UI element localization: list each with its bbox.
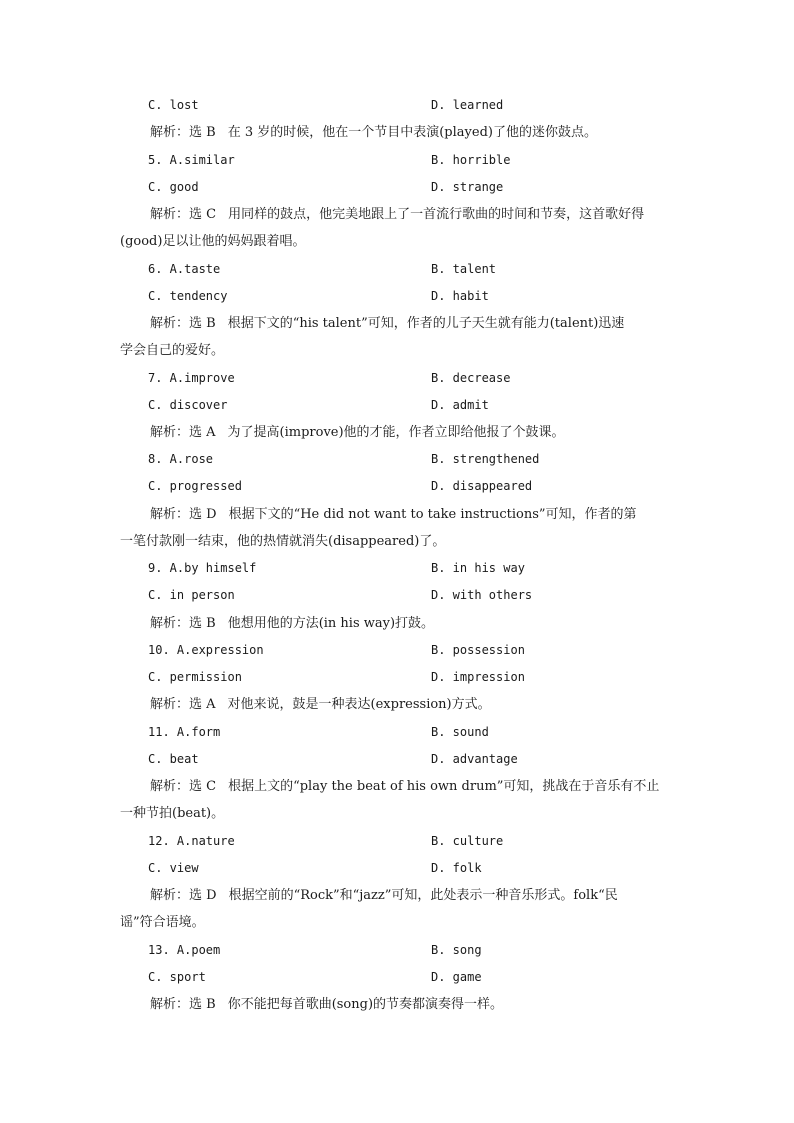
option-a: 10. A.expression bbox=[148, 643, 264, 657]
explanation-label: 解析：选 D bbox=[150, 888, 217, 903]
explanation-text: 用同样的鼓点，他完美地跟上了一首流行歌曲的时间和节奏，这首歌好得 bbox=[228, 207, 645, 222]
option-a: 5. A.similar bbox=[148, 153, 235, 167]
option-b: B. in his way bbox=[431, 561, 525, 575]
explanation bbox=[148, 419, 565, 446]
explanation bbox=[148, 773, 659, 800]
explanation bbox=[148, 991, 503, 1018]
explanation bbox=[148, 501, 637, 528]
explanation-label: 解析：选 C bbox=[150, 779, 217, 794]
explanation bbox=[148, 310, 624, 337]
explanation-text: 根据上文的“play the beat of his own drum”可知，挑战在于音乐有不止 bbox=[228, 779, 660, 794]
explanation bbox=[148, 201, 644, 228]
option-a: 12. A.nature bbox=[148, 834, 235, 848]
explanation-text: 根据下文的“He did not want to take instructions”可知，作者的第 bbox=[228, 507, 637, 522]
option-d: D. folk bbox=[431, 861, 482, 875]
option-d: D. advantage bbox=[431, 752, 518, 766]
explanation bbox=[148, 882, 618, 909]
option-d: D. strange bbox=[431, 180, 504, 194]
explanation-continued: 一笔付款刚一结束，他的热情就消失(disappeared)了。 bbox=[120, 534, 446, 549]
explanation-continued: 谣”符合语境。 bbox=[120, 915, 205, 930]
explanation-label: 解析：选 B bbox=[150, 997, 216, 1012]
option-c: C. lost bbox=[148, 98, 199, 112]
explanation-label: 解析：选 B bbox=[150, 316, 216, 331]
option-c: C. in person bbox=[148, 588, 235, 602]
explanation-text: 在 3 岁的时候，他在一个节目中表演(played)了他的迷你鼓点。 bbox=[227, 125, 597, 140]
option-b: B. song bbox=[431, 943, 482, 957]
option-b: B. sound bbox=[431, 725, 489, 739]
option-d: D. with others bbox=[431, 588, 533, 602]
option-c: C. view bbox=[148, 861, 199, 875]
explanation-label: 解析：选 C bbox=[150, 207, 217, 222]
option-a: 7. A.improve bbox=[148, 371, 235, 385]
option-a: 6. A.taste bbox=[148, 262, 221, 276]
explanation-text: 你不能把每首歌曲(song)的节奏都演奏得一样。 bbox=[227, 997, 504, 1012]
option-d: D. impression bbox=[431, 670, 525, 684]
explanation bbox=[148, 610, 434, 637]
option-d: D. habit bbox=[431, 289, 489, 303]
option-b: B. talent bbox=[431, 262, 497, 276]
option-d: D. game bbox=[431, 970, 482, 984]
option-a: 11. A.form bbox=[148, 725, 221, 739]
explanation-label: 解析：选 A bbox=[150, 425, 216, 440]
option-c: C. permission bbox=[148, 670, 242, 684]
option-a: 9. A.by himself bbox=[148, 561, 257, 575]
option-c: C. sport bbox=[148, 970, 206, 984]
option-c: C. progressed bbox=[148, 479, 242, 493]
option-a: 13. A.poem bbox=[148, 943, 221, 957]
explanation-text: 为了提高(improve)他的才能，作者立即给他报了个鼓课。 bbox=[227, 425, 565, 440]
option-c: C. good bbox=[148, 180, 199, 194]
explanation-label: 解析：选 A bbox=[150, 697, 216, 712]
explanation-text: 对他来说，鼓是一种表达(expression)方式。 bbox=[227, 697, 491, 712]
option-d: D. disappeared bbox=[431, 479, 533, 493]
option-c: C. tendency bbox=[148, 289, 228, 303]
explanation-label: 解析：选 B bbox=[150, 616, 216, 631]
explanation-text: 根据空前的“Rock”和“jazz”可知，此处表示一种音乐形式。folk“民 bbox=[228, 888, 618, 903]
option-b: B. horrible bbox=[431, 153, 511, 167]
option-c: C. beat bbox=[148, 752, 199, 766]
explanation bbox=[148, 691, 491, 718]
explanation-text: 根据下文的“his talent”可知，作者的儿子天生就有能力(talent)迅速 bbox=[227, 316, 625, 331]
explanation-continued: 学会自己的爱好。 bbox=[120, 343, 225, 358]
explanation bbox=[148, 119, 597, 146]
explanation-text: 他想用他的方法(in his way)打鼓。 bbox=[227, 616, 435, 631]
option-b: B. strengthened bbox=[431, 452, 540, 466]
option-d: D. learned bbox=[431, 98, 504, 112]
option-b: B. culture bbox=[431, 834, 504, 848]
explanation-label: 解析：选 D bbox=[150, 507, 217, 522]
option-b: B. decrease bbox=[431, 371, 511, 385]
explanation-continued: 一种节拍(beat)。 bbox=[120, 806, 225, 821]
option-a: 8. A.rose bbox=[148, 452, 214, 466]
explanation-continued: (good)足以让他的妈妈跟着唱。 bbox=[120, 234, 306, 249]
explanation-label: 解析：选 B bbox=[150, 125, 216, 140]
option-c: C. discover bbox=[148, 398, 228, 412]
option-d: D. admit bbox=[431, 398, 489, 412]
option-b: B. possession bbox=[431, 643, 525, 657]
